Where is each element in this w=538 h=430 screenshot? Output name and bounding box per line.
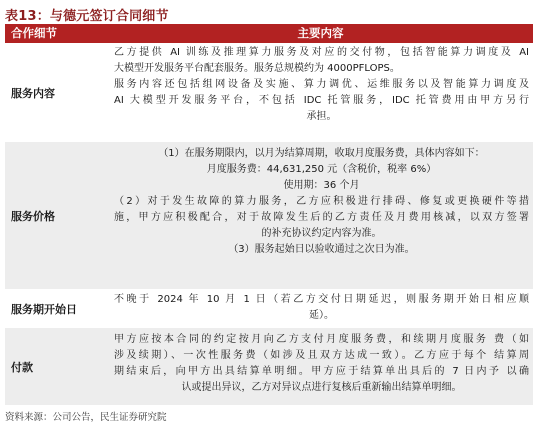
row-label-service-content: 服务内容	[11, 86, 55, 100]
row-content-payment	[108, 328, 533, 405]
content-line: 不晚于 2024 年 10 月 1 日（若乙方交付日期延迟，则服务期开始日相应顺	[114, 294, 529, 305]
content-line: 的补充协议约定内容为准。	[261, 228, 382, 239]
row-content-service-price	[108, 142, 533, 289]
content-line: 延）。	[309, 310, 334, 321]
content-line: （3）服务起始日以验收通过之次日为准。	[228, 244, 415, 255]
row-label-service-price: 服务价格	[11, 209, 55, 223]
header-col-cooperation-details: 合作细节	[11, 26, 57, 40]
table-row-service-price	[5, 141, 533, 289]
content-line: 施，甲方应积极配合，对于故障发生后的乙方责任及月费用核减，以双方签署	[114, 212, 529, 223]
row-label-payment: 付款	[11, 360, 33, 374]
content-line: AI 大模型开发服务平台，不包括 IDC 托管服务，IDC 托管费用由甲方另行	[114, 95, 529, 106]
content-line: 涉及续期）、一次性服务费（如涉及且双方达成一致）。乙方应于每个 结算周	[114, 350, 529, 361]
content-line: （2）对于发生故障的算力服务，乙方应积极进行排碍、修复或更换硬件等措	[114, 196, 529, 207]
row-content-service-start-date	[108, 290, 533, 327]
table-row-service-content	[5, 43, 533, 141]
table-header	[5, 24, 533, 43]
content-line: （1）在服务期限内，以月为结算周期，收取月度服务费，具体内容如下：	[158, 148, 485, 159]
content-line: 月度服务费：44,631,250 元（含税价，税率 6%）	[206, 164, 437, 175]
source-note: 资料来源：公司公告，民生证券研究院	[5, 412, 167, 423]
row-content-service-content	[108, 44, 533, 141]
header-col-main-content: 主要内容	[297, 26, 344, 40]
table-row-payment	[5, 327, 533, 405]
content-line: 服务内容还包括组网设备及实施、算力调优、运维服务以及智能算力调度及	[114, 79, 529, 90]
content-line: 乙方提供 AI 训练及推理算力服务及对应的交付物，包括智能算力调度及 AI	[114, 47, 529, 58]
table-title: 表13：与德元签订合同细节	[5, 9, 169, 24]
content-line: 期结束后，向甲方出具结算单明细。甲方应于结算单出具后的 7 日内予 以确	[114, 366, 529, 377]
table-row-service-start-date	[5, 289, 533, 327]
content-line: 承担。	[306, 111, 337, 122]
content-line: 认或提出异议，乙方对异议点进行复核后重新输出结算单明细。	[181, 382, 462, 393]
content-line: 大模型开发服务平台配套服务。服务总规模约为 4000PFLOPS。	[114, 63, 400, 74]
contract-details-table	[5, 24, 533, 405]
content-line: 使用期：36 个月	[283, 180, 360, 191]
row-label-service-start-date: 服务期开始日	[11, 302, 77, 316]
content-line: 甲方应按本合同的约定按月向乙方支付月度服务费，和续期月度服务 费（如	[114, 334, 529, 345]
